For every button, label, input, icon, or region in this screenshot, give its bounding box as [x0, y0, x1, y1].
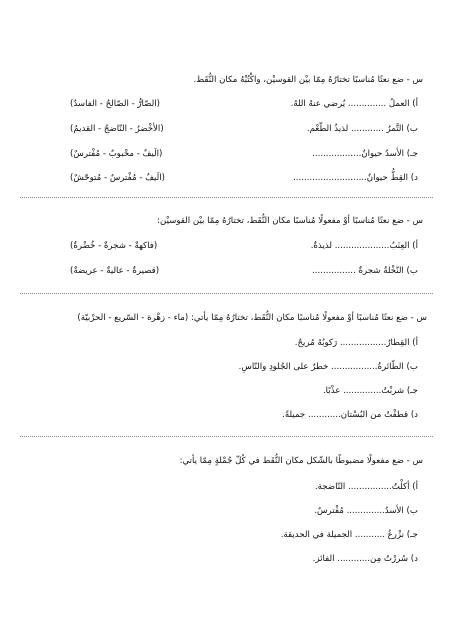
q3-item-c: جـ) شربْتُ.............. عذْبًا.: [322, 386, 418, 396]
q1-item-d-choices: (الَيفٌ - مُفْترسٌ - مُتوحّشٌ): [70, 173, 166, 183]
q3-item-b: ب) الطّائرةُ................. خطرٌ على الجُلودِ والنّاسِ.: [238, 362, 418, 372]
q1-item-c-choices: (الَيفٌ - محْبوبٌ - مُفْترسٌ): [70, 149, 163, 159]
section-separator: [20, 293, 433, 294]
q2-item-b: ب) النّخْلةُ شجرةٌ ................: [312, 266, 418, 276]
question-2: س - ضع نعتًا مُناسبًا أوْ مفعولًا مُناسبًا مكان النُّقَط، تختارُهُ مِمّا بيْن القوسيْن:: [157, 216, 423, 226]
q3-item-d: د) قطفْتُ من البُسْتان............ جميلةً.: [282, 410, 418, 420]
q1-item-b: ب) التَّمرُ ............ لذيذُ الطّعْم.: [306, 124, 418, 134]
question-1: س - ضع نعتًا مُناسبًا تختارُهُ مِمّا بيْن القوسيْن، واكْتُبْهُ مكان النُّقَط.: [193, 75, 423, 85]
q2-item-a: أ) العِنَبُ.................... لذيذةٌ.: [310, 241, 418, 251]
section-separator: [20, 197, 433, 198]
q1-item-d: د) القِطُّ حيوانٌ...........................: [293, 173, 418, 183]
q1-item-b-choices: (الأخْضرُ - النّاضجُ - القديمُ): [70, 124, 164, 134]
q4-item-c: جـ) نزْرعُ ........... الجميلة في الحديقة.: [280, 530, 418, 540]
q1-item-a: أ) العملُ .............. يُرضي عنهُ اللهُ.: [290, 99, 418, 109]
q2-item-a-choices: (فاكهةٌ - شجرةٌ - خُضْرةٌ): [70, 241, 158, 251]
q3-item-a: أ) القِطارُ................. رَكوبُهُ مُريحٌ.: [294, 338, 418, 348]
q4-item-a: أ) أكلْتُ................ النّاضجة.: [314, 482, 418, 492]
q1-item-a-choices: (الصّارُّ - الصّالحُ - الفاسدُ): [70, 99, 160, 109]
q1-item-c: جـ) الأسدُ حيوانٌ..................: [312, 149, 418, 159]
q2-item-b-choices: (قصيرةٌ - عاليةٌ - عريضةٌ): [70, 266, 160, 276]
section-separator: [20, 436, 433, 437]
q4-item-b: ب) الأسدُ.............. مُفْترسٌ.: [314, 506, 418, 516]
question-3: س - ضع نعتًا مُناسبًا أوْ مفعولًا مُناسبًا مكان النُّقَط، تختارُهُ مِمّا يأتي: (ماء - زهْرة - السّريع - الحرْبيّة): [77, 313, 427, 323]
q4-item-d: د) سُررْتُ مِن............ الفائز.: [312, 554, 418, 564]
question-4: س - ضع مفعولًا مضبوطًا بالشّكل مكان النُّقَط في كُلّ جُمْلةٍ مِمّا يأتي:: [179, 456, 423, 466]
